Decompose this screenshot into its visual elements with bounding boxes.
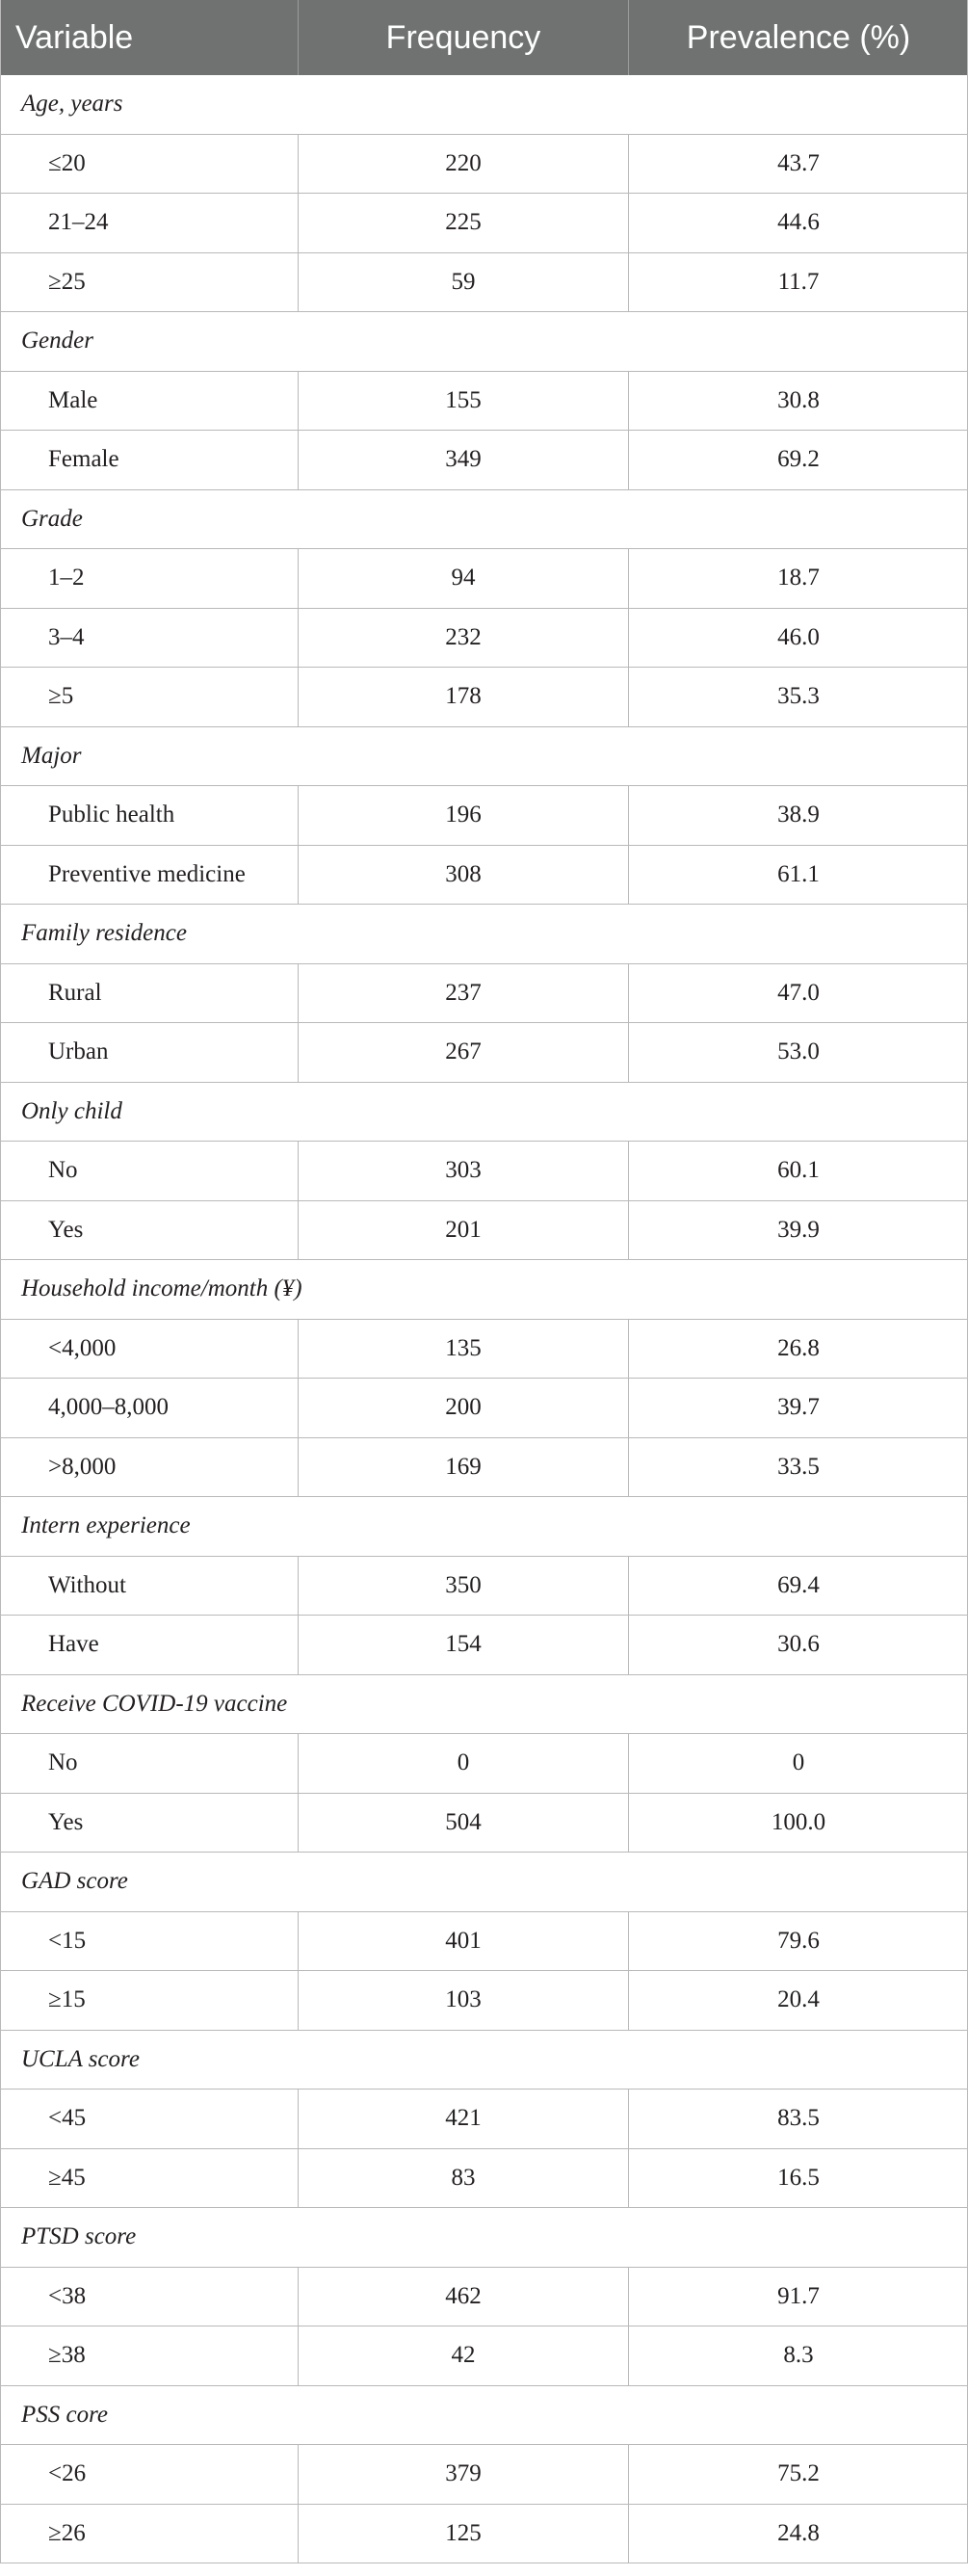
frequency-cell: 225 xyxy=(299,194,629,252)
category-label: Age, years xyxy=(21,91,123,118)
row-label: No xyxy=(0,1734,299,1793)
row-label: <45 xyxy=(0,2090,299,2148)
frequency-cell: 308 xyxy=(299,846,629,905)
prevalence-cell: 61.1 xyxy=(777,860,820,887)
frequency-cell: 103 xyxy=(299,1971,629,2030)
prevalence-cell: 53.0 xyxy=(777,1038,820,1065)
table-row xyxy=(0,1320,968,1380)
prevalence-cell: 8.3 xyxy=(783,2342,814,2369)
prevalence-cell: 69.2 xyxy=(777,446,820,473)
row-label: 4,000–8,000 xyxy=(0,1379,299,1437)
table-row xyxy=(0,2149,968,2209)
header-variable: Variable xyxy=(0,0,299,75)
category-row xyxy=(0,312,968,372)
frequency-cell: 237 xyxy=(299,964,629,1023)
prevalence-cell: 46.0 xyxy=(777,623,820,650)
frequency-cell: 83 xyxy=(299,2149,629,2208)
category-row xyxy=(0,75,968,135)
prevalence-cell: 43.7 xyxy=(777,149,820,176)
row-label: Rural xyxy=(0,964,299,1023)
row-label: 3–4 xyxy=(0,609,299,668)
row-label: ≥25 xyxy=(0,253,299,312)
category-row xyxy=(0,905,968,964)
category-label: PTSD score xyxy=(21,2223,137,2250)
prevalence-cell: 39.7 xyxy=(777,1394,820,1421)
prevalence-cell: 75.2 xyxy=(777,2460,820,2487)
table-row xyxy=(0,253,968,313)
prevalence-cell: 38.9 xyxy=(777,802,820,828)
row-label: >8,000 xyxy=(0,1438,299,1497)
category-label: Major xyxy=(21,742,82,769)
frequency-cell: 178 xyxy=(299,668,629,726)
category-label: Gender xyxy=(21,328,93,355)
table-row xyxy=(0,668,968,727)
frequency-cell: 0 xyxy=(299,1734,629,1793)
row-label: ≥5 xyxy=(0,668,299,726)
category-label: Intern experience xyxy=(21,1512,191,1539)
row-label: <15 xyxy=(0,1912,299,1971)
row-label: Urban xyxy=(0,1023,299,1082)
frequency-cell: 504 xyxy=(299,1794,629,1853)
prevalence-cell: 44.6 xyxy=(777,209,820,236)
row-label: ≥38 xyxy=(0,2326,299,2385)
table-row xyxy=(0,431,968,490)
category-label: GAD score xyxy=(21,1868,128,1895)
frequency-cell: 220 xyxy=(299,135,629,194)
prevalence-cell: 83.5 xyxy=(777,2105,820,2132)
table-row xyxy=(0,846,968,906)
category-row xyxy=(0,2386,968,2446)
row-label: Yes xyxy=(0,1794,299,1853)
table-row xyxy=(0,1794,968,1853)
category-row xyxy=(0,490,968,550)
prevalence-cell: 18.7 xyxy=(777,565,820,591)
category-row xyxy=(0,1497,968,1557)
table-row xyxy=(0,1971,968,2031)
category-row xyxy=(0,1675,968,1735)
frequency-cell: 94 xyxy=(299,549,629,608)
row-label: Male xyxy=(0,372,299,431)
frequency-cell: 379 xyxy=(299,2445,629,2504)
category-label: Family residence xyxy=(21,920,187,947)
prevalence-cell: 69.4 xyxy=(777,1571,820,1598)
table-body xyxy=(0,75,968,2563)
table-row xyxy=(0,2268,968,2327)
prevalence-cell: 26.8 xyxy=(777,1334,820,1361)
category-label: Receive COVID-19 vaccine xyxy=(21,1690,288,1717)
category-label: Grade xyxy=(21,505,83,532)
table-header xyxy=(0,0,968,75)
frequency-cell: 462 xyxy=(299,2268,629,2326)
prevalence-cell: 11.7 xyxy=(777,268,820,295)
row-label: ≤20 xyxy=(0,135,299,194)
frequency-cell: 42 xyxy=(299,2326,629,2385)
prevalence-cell: 35.3 xyxy=(777,683,820,710)
row-label: Preventive medicine xyxy=(0,846,299,905)
prevalence-cell: 47.0 xyxy=(777,979,820,1006)
category-label: Only child xyxy=(21,1097,122,1124)
table-row xyxy=(0,609,968,669)
row-label: Yes xyxy=(0,1201,299,1260)
header-frequency: Frequency xyxy=(299,0,629,75)
frequency-cell: 421 xyxy=(299,2090,629,2148)
row-label: Public health xyxy=(0,786,299,845)
header-prevalence: Prevalence (%) xyxy=(686,18,911,56)
prevalence-cell: 79.6 xyxy=(777,1927,820,1954)
prevalence-cell: 100.0 xyxy=(771,1808,826,1835)
frequency-cell: 350 xyxy=(299,1557,629,1616)
frequency-cell: 401 xyxy=(299,1912,629,1971)
table-row xyxy=(0,1616,968,1675)
row-label: No xyxy=(0,1142,299,1200)
table-row xyxy=(0,1912,968,1972)
row-label: 21–24 xyxy=(0,194,299,252)
prevalence-cell: 60.1 xyxy=(777,1157,820,1184)
category-row xyxy=(0,1853,968,1912)
prevalence-cell: 39.9 xyxy=(777,1216,820,1243)
category-row xyxy=(0,2031,968,2090)
frequency-cell: 196 xyxy=(299,786,629,845)
category-label: PSS core xyxy=(21,2401,109,2428)
frequency-cell: 155 xyxy=(299,372,629,431)
frequency-cell: 232 xyxy=(299,609,629,668)
prevalence-cell: 16.5 xyxy=(777,2164,820,2191)
row-label: ≥15 xyxy=(0,1971,299,2030)
table-row xyxy=(0,1201,968,1261)
prevalence-cell: 30.8 xyxy=(777,386,820,413)
frequency-cell: 201 xyxy=(299,1201,629,1260)
row-label: Without xyxy=(0,1557,299,1616)
prevalence-cell: 24.8 xyxy=(777,2519,820,2546)
prevalence-cell: 91.7 xyxy=(777,2282,820,2309)
frequency-cell: 349 xyxy=(299,431,629,489)
table-row xyxy=(0,194,968,253)
table-row xyxy=(0,549,968,609)
row-label: Have xyxy=(0,1616,299,1674)
frequency-cell: 267 xyxy=(299,1023,629,1082)
frequency-cell: 154 xyxy=(299,1616,629,1674)
frequency-cell: 303 xyxy=(299,1142,629,1200)
table-row xyxy=(0,372,968,432)
prevalence-cell: 30.6 xyxy=(777,1631,820,1658)
frequency-cell: 59 xyxy=(299,253,629,312)
table-row xyxy=(0,2445,968,2505)
row-label: <26 xyxy=(0,2445,299,2504)
table-row xyxy=(0,2505,968,2564)
table-row xyxy=(0,1557,968,1617)
frequency-cell: 125 xyxy=(299,2505,629,2563)
prevalence-cell: 20.4 xyxy=(777,1986,820,2013)
category-row xyxy=(0,727,968,787)
row-label: 1–2 xyxy=(0,549,299,608)
row-label: Female xyxy=(0,431,299,489)
table-row xyxy=(0,786,968,846)
category-label: UCLA score xyxy=(21,2045,140,2072)
prevalence-cell: 0 xyxy=(792,1749,805,1776)
prevalence-cell: 33.5 xyxy=(777,1453,820,1480)
table-row xyxy=(0,1734,968,1794)
frequency-cell: 200 xyxy=(299,1379,629,1437)
category-row xyxy=(0,1260,968,1320)
table-row xyxy=(0,1379,968,1438)
table-row xyxy=(0,1023,968,1083)
frequency-cell: 135 xyxy=(299,1320,629,1379)
row-label: <38 xyxy=(0,2268,299,2326)
table-row xyxy=(0,135,968,195)
table-row xyxy=(0,1438,968,1498)
category-row xyxy=(0,1083,968,1143)
row-label: ≥26 xyxy=(0,2505,299,2563)
row-label: <4,000 xyxy=(0,1320,299,1379)
table-row xyxy=(0,1142,968,1201)
category-label: Household income/month (¥) xyxy=(21,1275,302,1302)
row-label: ≥45 xyxy=(0,2149,299,2208)
frequency-cell: 169 xyxy=(299,1438,629,1497)
table-row xyxy=(0,2090,968,2149)
table-row xyxy=(0,964,968,1024)
category-row xyxy=(0,2208,968,2268)
table-row xyxy=(0,2326,968,2386)
